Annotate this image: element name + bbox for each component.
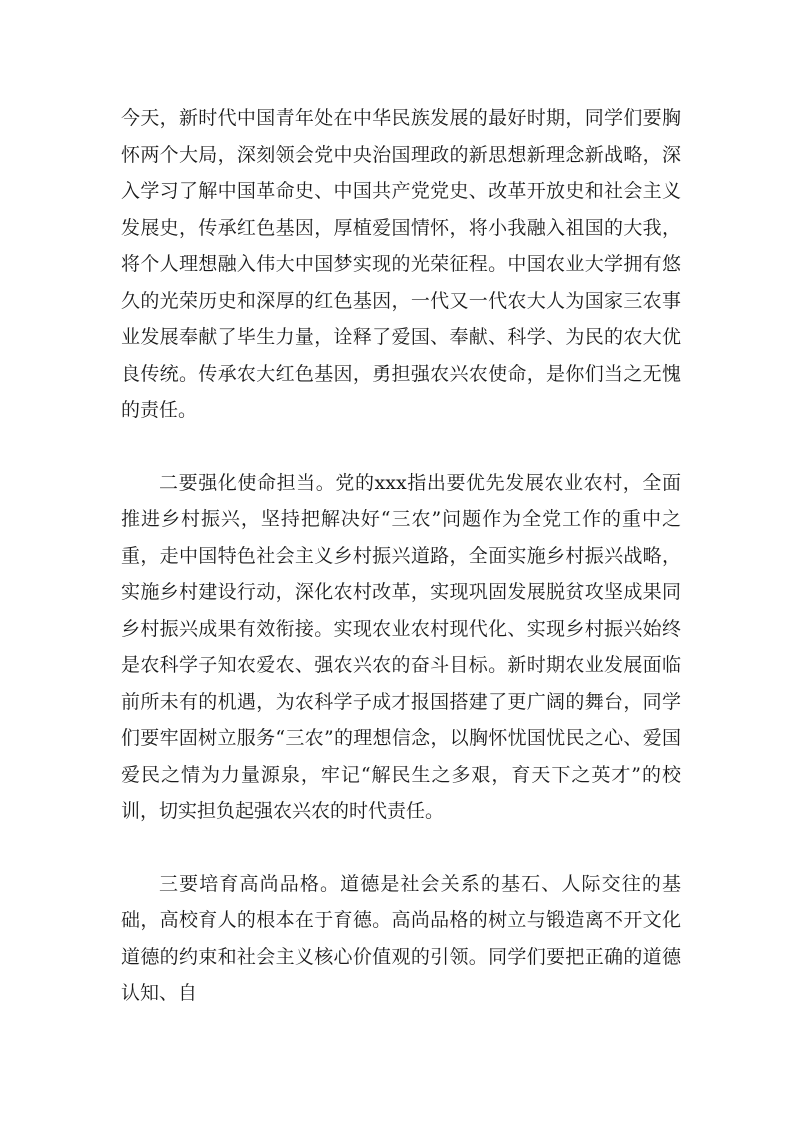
document-body bbox=[121, 100, 681, 1012]
paragraph-2: 二要强化使命担当。党的xxx指出要优先发展农业农村，全面推进乡村振兴，坚持把解决好“三农”问题作为全党工作的重中之重，走中国特色社会主义乡村振兴道路，全面实施乡村振兴战略，实施乡村建设行动，深化农村改革，实现巩固发展脱贫攻坚成果同乡村振兴成果有效衔接。实现农业农村现代化、实现乡村振兴始终是农科学子知农爱农、强农兴农的奋斗目标。新时期农业发展面临前所未有的机遇，为农科学子成才报国搭建了更广阔的舞台，同学们要牢固树立服务“三农”的理想信念，以胸怀忧国忧民之心、爱国爱民之情为力量源泉，牢记“解民生之多艰，育天下之英才”的校训，切实担负起强农兴农的时代责任。 bbox=[121, 471, 681, 822]
paragraph-1: 今天，新时代中国青年处在中华民族发展的最好时期，同学们要胸怀两个大局，深刻领会党中央治国理政的新思想新理念新战略，深入学习了解中国革命史、中国共产党党史、改革开放史和社会主义发展史，传承红色基因，厚植爱国情怀，将小我融入祖国的大我，将个人理想融入伟大中国梦实现的光荣征程。中国农业大学拥有悠久的光荣历史和深厚的红色基因，一代又一代农大人为国家三农事业发展奉献了毕生力量，诠释了爱国、奉献、科学、为民的农大优良传统。传承农大红色基因，勇担强农兴农使命，是你们当之无愧的责任。 bbox=[121, 107, 681, 421]
paragraph-3: 三要培育高尚品格。道德是社会关系的基石、人际交往的基础，高校育人的根本在于育德。高尚品格的树立与锻造离不开文化道德的约束和社会主义核心价值观的引领。同学们要把正确的道德认知、自 bbox=[121, 872, 681, 1004]
